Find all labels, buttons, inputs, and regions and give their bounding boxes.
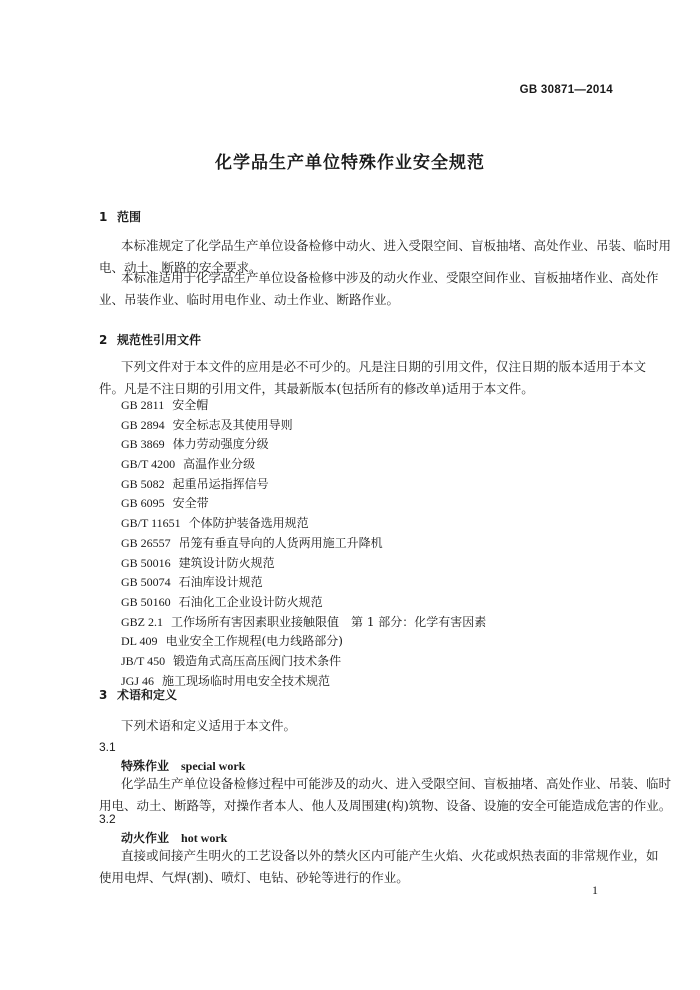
reference-item	[121, 573, 486, 593]
normative-reference-list	[121, 396, 486, 691]
section-2-title: 规范性引用文件	[117, 333, 202, 347]
reference-title: 石油化工企业设计防火规范	[178, 594, 323, 609]
paragraph-line: 电、动土、断路的安全要求。	[99, 259, 262, 275]
paragraph-line: 下列术语和定义适用于本文件。	[121, 718, 297, 733]
reference-item	[121, 534, 486, 554]
paragraph-line: 直接或间接产生明火的工艺设备以外的禁火区内可能产生火焰、火花或炽热表面的非常规作业，如	[121, 848, 659, 863]
reference-title: 安全帽	[172, 398, 209, 412]
paragraph-line: 本标准规定了化学品生产单位设备检修中动火、进入受限空间、盲板抽堵、高处作业、吊装、临时用	[121, 238, 672, 253]
reference-code: JGJ 46	[121, 673, 155, 688]
reference-title: 吊笼有垂直导向的人货两用施工升降机	[178, 535, 383, 550]
paragraph-line: 用电、动土、断路等，对操作者本人、他人及周围建(构)筑物、设备、设施的安全可能造成危害的作业。	[99, 797, 672, 813]
reference-item	[121, 514, 486, 534]
reference-title: 高温作业分级	[183, 457, 256, 472]
section-3-title: 术语和定义	[117, 688, 178, 702]
reference-code: GB 50160	[121, 594, 171, 609]
term-title-cn: 特殊作业	[121, 759, 170, 773]
reference-title: 安全标志及其使用导则	[172, 417, 293, 432]
reference-code: GB 3869	[121, 437, 165, 452]
reference-item	[121, 632, 486, 652]
reference-item	[121, 494, 486, 514]
term-title	[121, 757, 245, 774]
page-number: 1	[592, 883, 598, 897]
reference-code: GB/T 11651	[121, 516, 181, 531]
reference-code: GB 2894	[121, 417, 165, 432]
paragraph-line: 件。凡是不注日期的引用文件，其最新版本(包括所有的修改单)适用于本文件。	[99, 380, 534, 396]
reference-item	[121, 416, 486, 436]
term-definition	[99, 845, 659, 888]
reference-title: 电业安全工作规程(电力线路部分)	[165, 634, 343, 649]
section-2-number: 2	[99, 333, 108, 347]
paragraph-line: 下列文件对于本文件的应用是必不可少的。凡是注日期的引用文件，仅注日期的版本适用于本文	[121, 359, 647, 374]
reference-code: JB/T 450	[121, 653, 166, 668]
reference-item	[121, 652, 486, 672]
term-title	[121, 829, 227, 846]
reference-item	[121, 593, 486, 613]
reference-code: DL 409	[121, 634, 158, 649]
reference-code: GB 2811	[121, 398, 165, 412]
term-title-cn: 动火作业	[121, 831, 170, 845]
reference-code: GB 5082	[121, 476, 165, 491]
section-3-number: 3	[99, 688, 108, 702]
term-number: 3.2	[99, 812, 116, 826]
reference-item	[121, 396, 486, 416]
reference-item	[121, 475, 486, 495]
section-3-intro	[99, 715, 614, 737]
reference-title: 安全带	[172, 496, 209, 511]
term-number: 3.1	[99, 740, 116, 754]
section-3-heading	[99, 686, 177, 703]
section-1-number: 1	[99, 210, 108, 224]
reference-title: 石油库设计规范	[178, 575, 263, 590]
reference-item	[121, 554, 486, 574]
paragraph-line: 本标准适用于化学品生产单位设备检修中涉及的动火作业、受限空间作业、盲板抽堵作业、高处作	[121, 270, 659, 285]
standard-code: GB 30871—2014	[519, 84, 613, 96]
reference-title: 施工现场临时用电安全技术规范	[162, 673, 331, 688]
section-2-paragraph	[99, 356, 647, 399]
reference-title: 体力劳动强度分级	[172, 437, 269, 452]
reference-code: GB 26557	[121, 535, 171, 550]
reference-code: GB 50016	[121, 555, 171, 570]
reference-code: GB 50074	[121, 575, 171, 590]
document-title: 化学品生产单位特殊作业安全规范	[215, 153, 485, 173]
section-1-paragraph-2	[99, 267, 659, 310]
term-definition	[99, 773, 672, 816]
paragraph-line: 业、吊装作业、临时用电作业、动土作业、断路作业。	[99, 291, 400, 307]
paragraph-line: 使用电焊、气焊(割)、喷灯、电钻、砂轮等进行的作业。	[99, 869, 409, 885]
paragraph-line: 化学品生产单位设备检修过程中可能涉及的动火、进入受限空间、盲板抽堵、高处作业、吊装、临时	[121, 776, 672, 791]
section-1-title: 范围	[117, 210, 142, 224]
section-2-heading	[99, 331, 201, 348]
reference-item	[121, 435, 486, 455]
reference-title: 建筑设计防火规范	[178, 555, 275, 570]
reference-title: 工作场所有害因素职业接触限值 第 1 部分：化学有害因素	[171, 614, 487, 629]
section-1-heading	[99, 208, 141, 225]
reference-title: 个体防护装备选用规范	[188, 516, 309, 531]
reference-code: GB/T 4200	[121, 457, 176, 472]
reference-code: GBZ 2.1	[121, 614, 163, 629]
reference-title: 起重吊运指挥信号	[172, 476, 269, 491]
reference-item	[121, 455, 486, 475]
reference-code: GB 6095	[121, 496, 165, 511]
term-title-en: hot work	[181, 831, 228, 845]
reference-title: 锻造角式高压高压阀门技术条件	[173, 653, 342, 668]
term-title-en: special work	[181, 759, 246, 773]
reference-item	[121, 613, 486, 633]
